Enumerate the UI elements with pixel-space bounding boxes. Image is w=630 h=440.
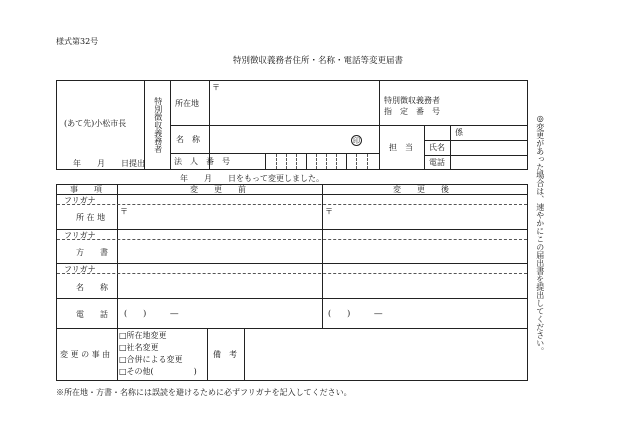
phone-template-after: ( ) ― (328, 309, 383, 318)
withholder-address-field[interactable] (220, 82, 375, 122)
withholder-name-field[interactable] (211, 127, 346, 151)
col-after-header: 変 更 後 (393, 185, 449, 194)
postal-mark-after: 〒 (325, 207, 333, 216)
name-before-field[interactable] (119, 275, 320, 297)
phone-before-field[interactable] (119, 300, 320, 327)
side-note: ◎変更があった場合は、速やかにこの届出書を提出してください。 (535, 114, 545, 355)
furigana-label-name: フリガナ (64, 265, 96, 274)
seal-mark: 印 (353, 137, 360, 145)
postal-mark: 〒 (212, 83, 220, 92)
address-label: 所在地 (175, 99, 199, 108)
submit-date: 年 月 日提出 (73, 159, 145, 168)
footnote: ※所在地・方書・名称には誤読を避けるために必ずフリガナを記入してください。 (56, 388, 352, 397)
col-item-header: 事 項 (70, 185, 102, 194)
houso-after-field[interactable] (324, 241, 526, 262)
corp-number-field[interactable] (266, 154, 378, 169)
change-date-line: 年 月 日をもって変更しました。 (180, 174, 324, 183)
furigana-address-after-field[interactable] (324, 196, 526, 204)
col-before-header: 変 更 前 (190, 185, 246, 194)
dept-label: 係 (455, 128, 463, 137)
phone-after-field[interactable] (324, 300, 526, 327)
reason-company-name-checkbox[interactable]: □社名変更 (119, 343, 159, 352)
form-title: 特別徴収義務者住所・名称・電話等変更届書 (233, 56, 404, 66)
designation-label-2: 指 定 番 号 (384, 107, 440, 116)
address-row-label: 所 在 地 (76, 213, 106, 222)
contact-phone-field[interactable] (451, 156, 527, 169)
remarks-field[interactable] (246, 330, 526, 380)
reason-other-checkbox[interactable]: □その他( ) (119, 367, 197, 376)
address-before-field[interactable] (119, 206, 320, 228)
corp-number-label: 法 人 番 号 (174, 157, 230, 166)
phone-template-before: ( ) ― (124, 309, 179, 318)
furigana-label-houso: フリガナ (64, 231, 96, 240)
designation-label-1: 特別徴収義務者 (384, 96, 440, 105)
form-number: 様式第32号 (56, 37, 99, 46)
reason-label: 変 更 の 事 由 (60, 350, 111, 359)
furigana-address-before-field[interactable] (119, 196, 320, 204)
tantou-label: 担 当 (389, 143, 413, 152)
designation-number-field[interactable] (450, 82, 526, 122)
name-after-field[interactable] (324, 275, 526, 297)
furigana-label-address: フリガナ (64, 196, 96, 205)
postal-mark-before: 〒 (120, 207, 128, 216)
name-label: 名 称 (176, 135, 200, 144)
addressee: (あて先)小松市長 (64, 119, 127, 128)
person-label: 氏名 (429, 143, 445, 152)
person-name-field[interactable] (451, 141, 527, 154)
withholder-label: 特別徴収義務者 (153, 97, 163, 153)
name-row-label: 名 称 (76, 283, 108, 292)
houso-row-label: 方 書 (76, 248, 108, 257)
remarks-label: 備 考 (213, 350, 237, 359)
houso-before-field[interactable] (119, 241, 320, 262)
address-after-field[interactable] (324, 206, 526, 228)
phone-label: 電話 (429, 158, 445, 167)
phone-row-label: 電 話 (76, 310, 108, 319)
reason-address-change-checkbox[interactable]: □所在地変更 (119, 331, 167, 340)
reason-merger-checkbox[interactable]: □合併による変更 (119, 355, 183, 364)
